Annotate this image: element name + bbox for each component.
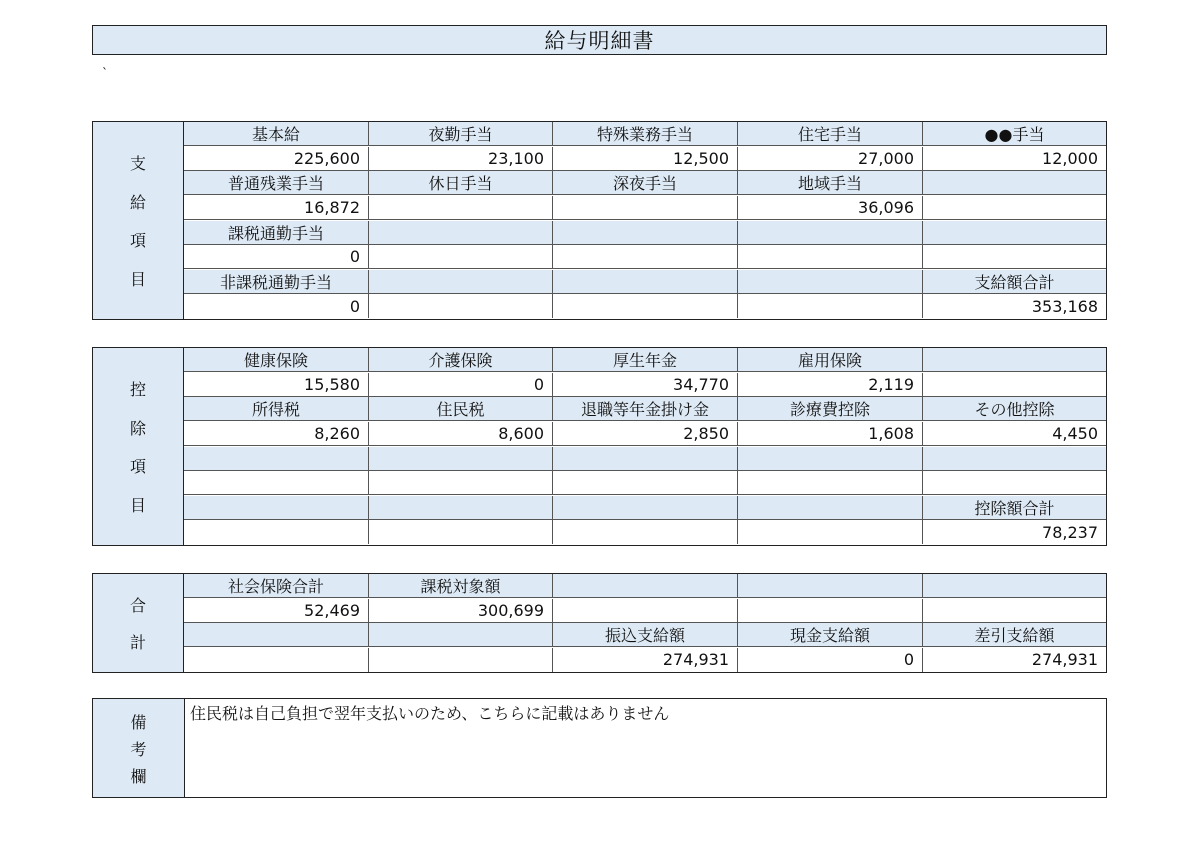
item-value-cell	[553, 520, 738, 544]
item-value-cell: 34,770	[553, 373, 738, 397]
item-label-cell	[923, 221, 1106, 245]
item-label-cell: 休日手当	[369, 171, 553, 195]
side-char: 合	[129, 596, 146, 616]
item-value-cell: 0	[738, 648, 923, 672]
item-label-cell	[369, 447, 553, 471]
item-label-cell: 所得税	[184, 397, 369, 421]
item-label-cell: 夜勤手当	[369, 122, 553, 146]
item-value-cell	[738, 520, 923, 544]
item-label-cell	[369, 270, 553, 294]
item-value-cell: 12,500	[553, 147, 738, 171]
item-value-cell: 27,000	[738, 147, 923, 171]
item-value-cell: 274,931	[553, 648, 738, 672]
item-value-cell: 0	[184, 245, 369, 269]
side-char: 備	[130, 712, 147, 732]
item-label-cell: 基本給	[184, 122, 369, 146]
item-value-cell: 2,119	[738, 373, 923, 397]
item-label-cell: 振込支給額	[553, 623, 738, 647]
item-label-cell	[923, 447, 1106, 471]
item-value-cell	[184, 471, 369, 495]
item-label-cell	[553, 221, 738, 245]
item-value-cell	[923, 196, 1106, 220]
remarks-side-label	[93, 699, 185, 797]
payments-section	[92, 121, 1107, 320]
item-label-cell: 特殊業務手当	[553, 122, 738, 146]
item-label-cell: 診療費控除	[738, 397, 923, 421]
item-label-cell	[553, 270, 738, 294]
totals-grid	[184, 574, 1106, 672]
item-value-cell	[369, 471, 553, 495]
item-label-cell: 深夜手当	[553, 171, 738, 195]
item-label-cell: 社会保険合計	[184, 574, 369, 598]
item-label-cell: 普通残業手当	[184, 171, 369, 195]
item-value-cell: 353,168	[923, 294, 1106, 318]
item-value-cell: 52,469	[184, 599, 369, 623]
item-value-cell: 4,450	[923, 422, 1106, 446]
deductions-side-label	[93, 348, 184, 545]
item-value-cell: 78,237	[923, 520, 1106, 544]
item-value-cell: 300,699	[369, 599, 553, 623]
side-char: 控	[129, 380, 146, 400]
item-value-cell	[369, 520, 553, 544]
item-value-cell: 15,580	[184, 373, 369, 397]
remarks-section	[92, 698, 1107, 798]
item-label-cell	[738, 270, 923, 294]
side-char: 支	[129, 154, 146, 174]
item-value-cell	[553, 245, 738, 269]
item-value-cell	[369, 648, 553, 672]
item-value-cell: 225,600	[184, 147, 369, 171]
item-label-cell: 支給額合計	[923, 270, 1106, 294]
item-label-cell: 控除額合計	[923, 496, 1106, 520]
item-value-cell	[738, 245, 923, 269]
item-value-cell	[184, 520, 369, 544]
item-label-cell	[369, 496, 553, 520]
item-value-cell	[738, 471, 923, 495]
side-char: 除	[129, 418, 146, 438]
totals-side-label	[93, 574, 184, 672]
item-value-cell: 16,872	[184, 196, 369, 220]
item-value-cell	[184, 648, 369, 672]
item-value-cell	[553, 599, 738, 623]
item-label-cell	[184, 623, 369, 647]
item-value-cell: 2,850	[553, 422, 738, 446]
remarks-text: 住民税は自己負担で翌年支払いのため、こちらに記載はありません	[190, 704, 670, 723]
payments-grid	[184, 122, 1106, 319]
item-value-cell	[923, 373, 1106, 397]
deductions-section	[92, 347, 1107, 546]
item-label-cell	[738, 221, 923, 245]
side-char: 項	[129, 231, 146, 251]
item-label-cell: 地域手当	[738, 171, 923, 195]
item-value-cell: 0	[369, 373, 553, 397]
item-value-cell	[738, 294, 923, 318]
item-value-cell: 274,931	[923, 648, 1106, 672]
item-label-cell: 差引支給額	[923, 623, 1106, 647]
side-char: 給	[129, 192, 146, 212]
item-label-cell: 現金支給額	[738, 623, 923, 647]
item-value-cell: 1,608	[738, 422, 923, 446]
item-label-cell: 厚生年金	[553, 348, 738, 372]
item-label-cell	[553, 574, 738, 598]
item-value-cell	[923, 599, 1106, 623]
item-label-cell: 住宅手当	[738, 122, 923, 146]
item-label-cell: 非課税通勤手当	[184, 270, 369, 294]
item-value-cell	[369, 294, 553, 318]
item-value-cell: 36,096	[738, 196, 923, 220]
item-label-cell	[553, 447, 738, 471]
item-value-cell	[738, 599, 923, 623]
document-title: 給与明細書	[92, 25, 1107, 55]
item-value-cell: 0	[184, 294, 369, 318]
item-label-cell: その他控除	[923, 397, 1106, 421]
item-label-cell	[738, 574, 923, 598]
item-label-cell	[369, 623, 553, 647]
totals-section	[92, 573, 1107, 673]
item-label-cell	[923, 348, 1106, 372]
side-char: 計	[129, 632, 146, 652]
item-label-cell	[738, 447, 923, 471]
item-value-cell	[923, 245, 1106, 269]
item-value-cell: 23,100	[369, 147, 553, 171]
item-value-cell	[553, 471, 738, 495]
side-char: 考	[130, 739, 147, 759]
item-label-cell	[553, 496, 738, 520]
payments-side-label	[93, 122, 184, 319]
item-label-cell: 課税通勤手当	[184, 221, 369, 245]
item-value-cell	[369, 196, 553, 220]
side-char: 欄	[130, 766, 147, 786]
item-label-cell: 退職等年金掛け金	[553, 397, 738, 421]
item-label-cell: 課税対象額	[369, 574, 553, 598]
item-label-cell	[369, 221, 553, 245]
item-value-cell	[553, 196, 738, 220]
item-value-cell: 12,000	[923, 147, 1106, 171]
item-label-cell: ●●手当	[923, 122, 1106, 146]
item-label-cell	[923, 171, 1106, 195]
item-label-cell	[184, 496, 369, 520]
side-char: 目	[129, 495, 146, 515]
item-label-cell	[923, 574, 1106, 598]
item-value-cell	[923, 471, 1106, 495]
stray-mark: `	[102, 66, 108, 80]
side-char: 項	[129, 457, 146, 477]
item-label-cell	[738, 496, 923, 520]
item-label-cell	[184, 447, 369, 471]
item-label-cell: 雇用保険	[738, 348, 923, 372]
deductions-grid	[184, 348, 1106, 545]
item-value-cell	[369, 245, 553, 269]
item-label-cell: 介護保険	[369, 348, 553, 372]
item-value-cell: 8,600	[369, 422, 553, 446]
item-label-cell: 健康保険	[184, 348, 369, 372]
item-value-cell	[553, 294, 738, 318]
item-value-cell: 8,260	[184, 422, 369, 446]
side-char: 目	[129, 269, 146, 289]
item-label-cell: 住民税	[369, 397, 553, 421]
